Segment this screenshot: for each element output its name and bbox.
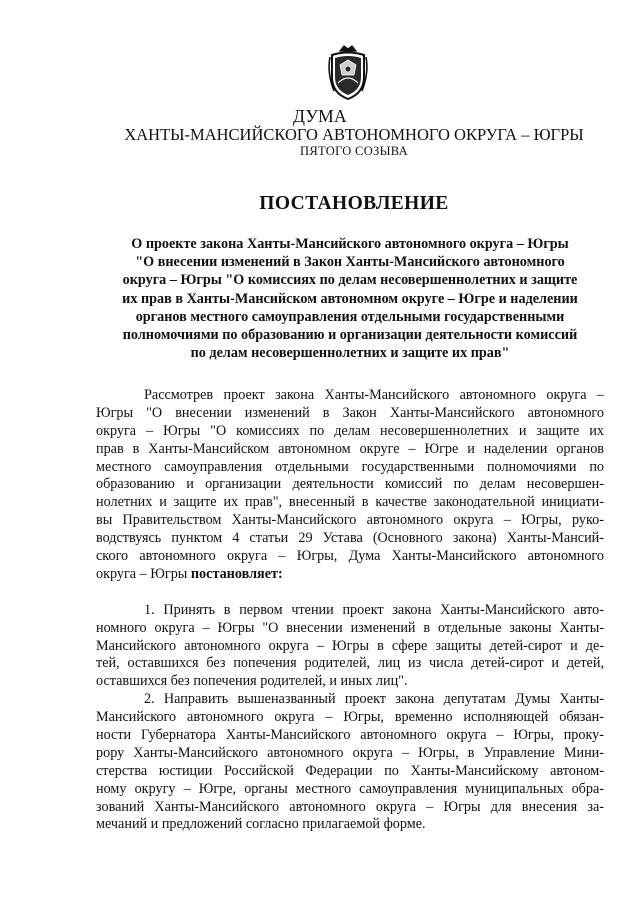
item-line: тей, оставшихся без попечения родителей, лиц из числа детей-сирот и детей, [96, 655, 604, 672]
subject-line: по делам несовершеннолетних и защите их прав" [190, 345, 510, 362]
okrug-name: ХАНТЫ-МАНСИЙСКОГО АВТОНОМНОГО ОКРУГА – ЮГРЫ [124, 125, 584, 144]
preamble-line: Югры "О внесении изменений в Закон Ханты-Мансийского автономного [96, 404, 604, 421]
preamble-line [96, 566, 604, 584]
preamble-paragraph [96, 387, 604, 584]
convocation: ПЯТОГО СОЗЫВА [300, 144, 408, 158]
preamble-line: прав в Ханты-Мансийском автономном округе – Югре и наделении органов [96, 440, 604, 457]
preamble-line: нолетних и защите их прав", внесенный в качестве законодательной инициати- [96, 494, 604, 511]
preamble-line: водствуясь пунктом 4 статьи 29 Устава (Основного закона) Ханты-Мансий- [96, 530, 604, 547]
item-line: ному округу – Югре, органы местного самоуправления муниципальных обра- [96, 780, 604, 797]
preamble-line: Рассмотрев проект закона Ханты-Мансийского автономного округа – [144, 387, 604, 403]
item-line: мечаний и предложений согласно прилагаемой форме. [96, 816, 426, 833]
item-line: номного округа – Югры "О внесении изменений в отдельные законы Ханты- [96, 619, 604, 636]
subject-line: округа – Югры "О комиссиях по делам несовершеннолетних и защите [122, 272, 578, 289]
preamble-line: местного самоуправления отдельными государственными полномочиями по [96, 458, 604, 475]
preamble-line: округа – Югры "О комиссиях по делам несовершеннолетних и защите их [96, 422, 604, 439]
preamble-line: образованию и организации деятельности комиссий по делам несовершен- [96, 476, 604, 493]
item-line: 1. Принять в первом чтении проект закона Ханты-Мансийского авто- [144, 601, 604, 618]
item-line: рору Ханты-Мансийского автономного округа – Югры, в Управление Мини- [96, 744, 604, 761]
item-line: Мансийского автономного округа – Югры в сфере защиты детей-сирот и де- [96, 637, 604, 654]
preamble-line: ского автономного округа – Югры, Дума Ханты-Мансийского автономного [96, 548, 604, 565]
subject-line: их прав в Ханты-Мансийском автономном округе – Югре и наделении [122, 290, 578, 307]
item-line: ности Губернатора Ханты-Мансийского автономного округа – Югры, проку- [96, 727, 604, 744]
document-body [96, 387, 604, 834]
item-line: оставшихся без попечения родителей, и иных лиц". [96, 673, 408, 690]
item-2-paragraph [96, 691, 604, 834]
resolves-keyword: постановляет: [190, 565, 283, 582]
coat-of-arms-emblem [326, 43, 370, 103]
item-line: стерства юстиции Российской Федерации по Ханты-Мансийскому автоном- [96, 762, 604, 779]
preamble-line: вы Правительством Ханты-Мансийского автономного округа – Югры, руко- [96, 512, 604, 529]
document-type: ПОСТАНОВЛЕНИЕ [259, 193, 449, 214]
subject-line: "О внесении изменений в Закон Ханты-Мансийского автономного [135, 254, 565, 271]
item-line: Мансийского автономного округа – Югры, временно исполняющей обязан- [96, 709, 604, 726]
item-line: 2. Направить вышеназванный проект закона депутатам Думы Ханты- [144, 691, 604, 708]
document-subject [100, 235, 600, 362]
subject-line: органов местного самоуправления отдельными государственными [135, 308, 565, 325]
preamble-tail: округа – Югры [96, 565, 191, 582]
duma-title: ДУМА [293, 106, 347, 126]
subject-line: полномочиями по образованию и организации деятельности комиссий [122, 327, 578, 344]
subject-line: О проекте закона Ханты-Мансийского автономного округа – Югры [131, 236, 569, 252]
item-line: зований Ханты-Мансийского автономного округа – Югры для внесения за- [96, 798, 604, 815]
item-1-paragraph [96, 602, 604, 691]
